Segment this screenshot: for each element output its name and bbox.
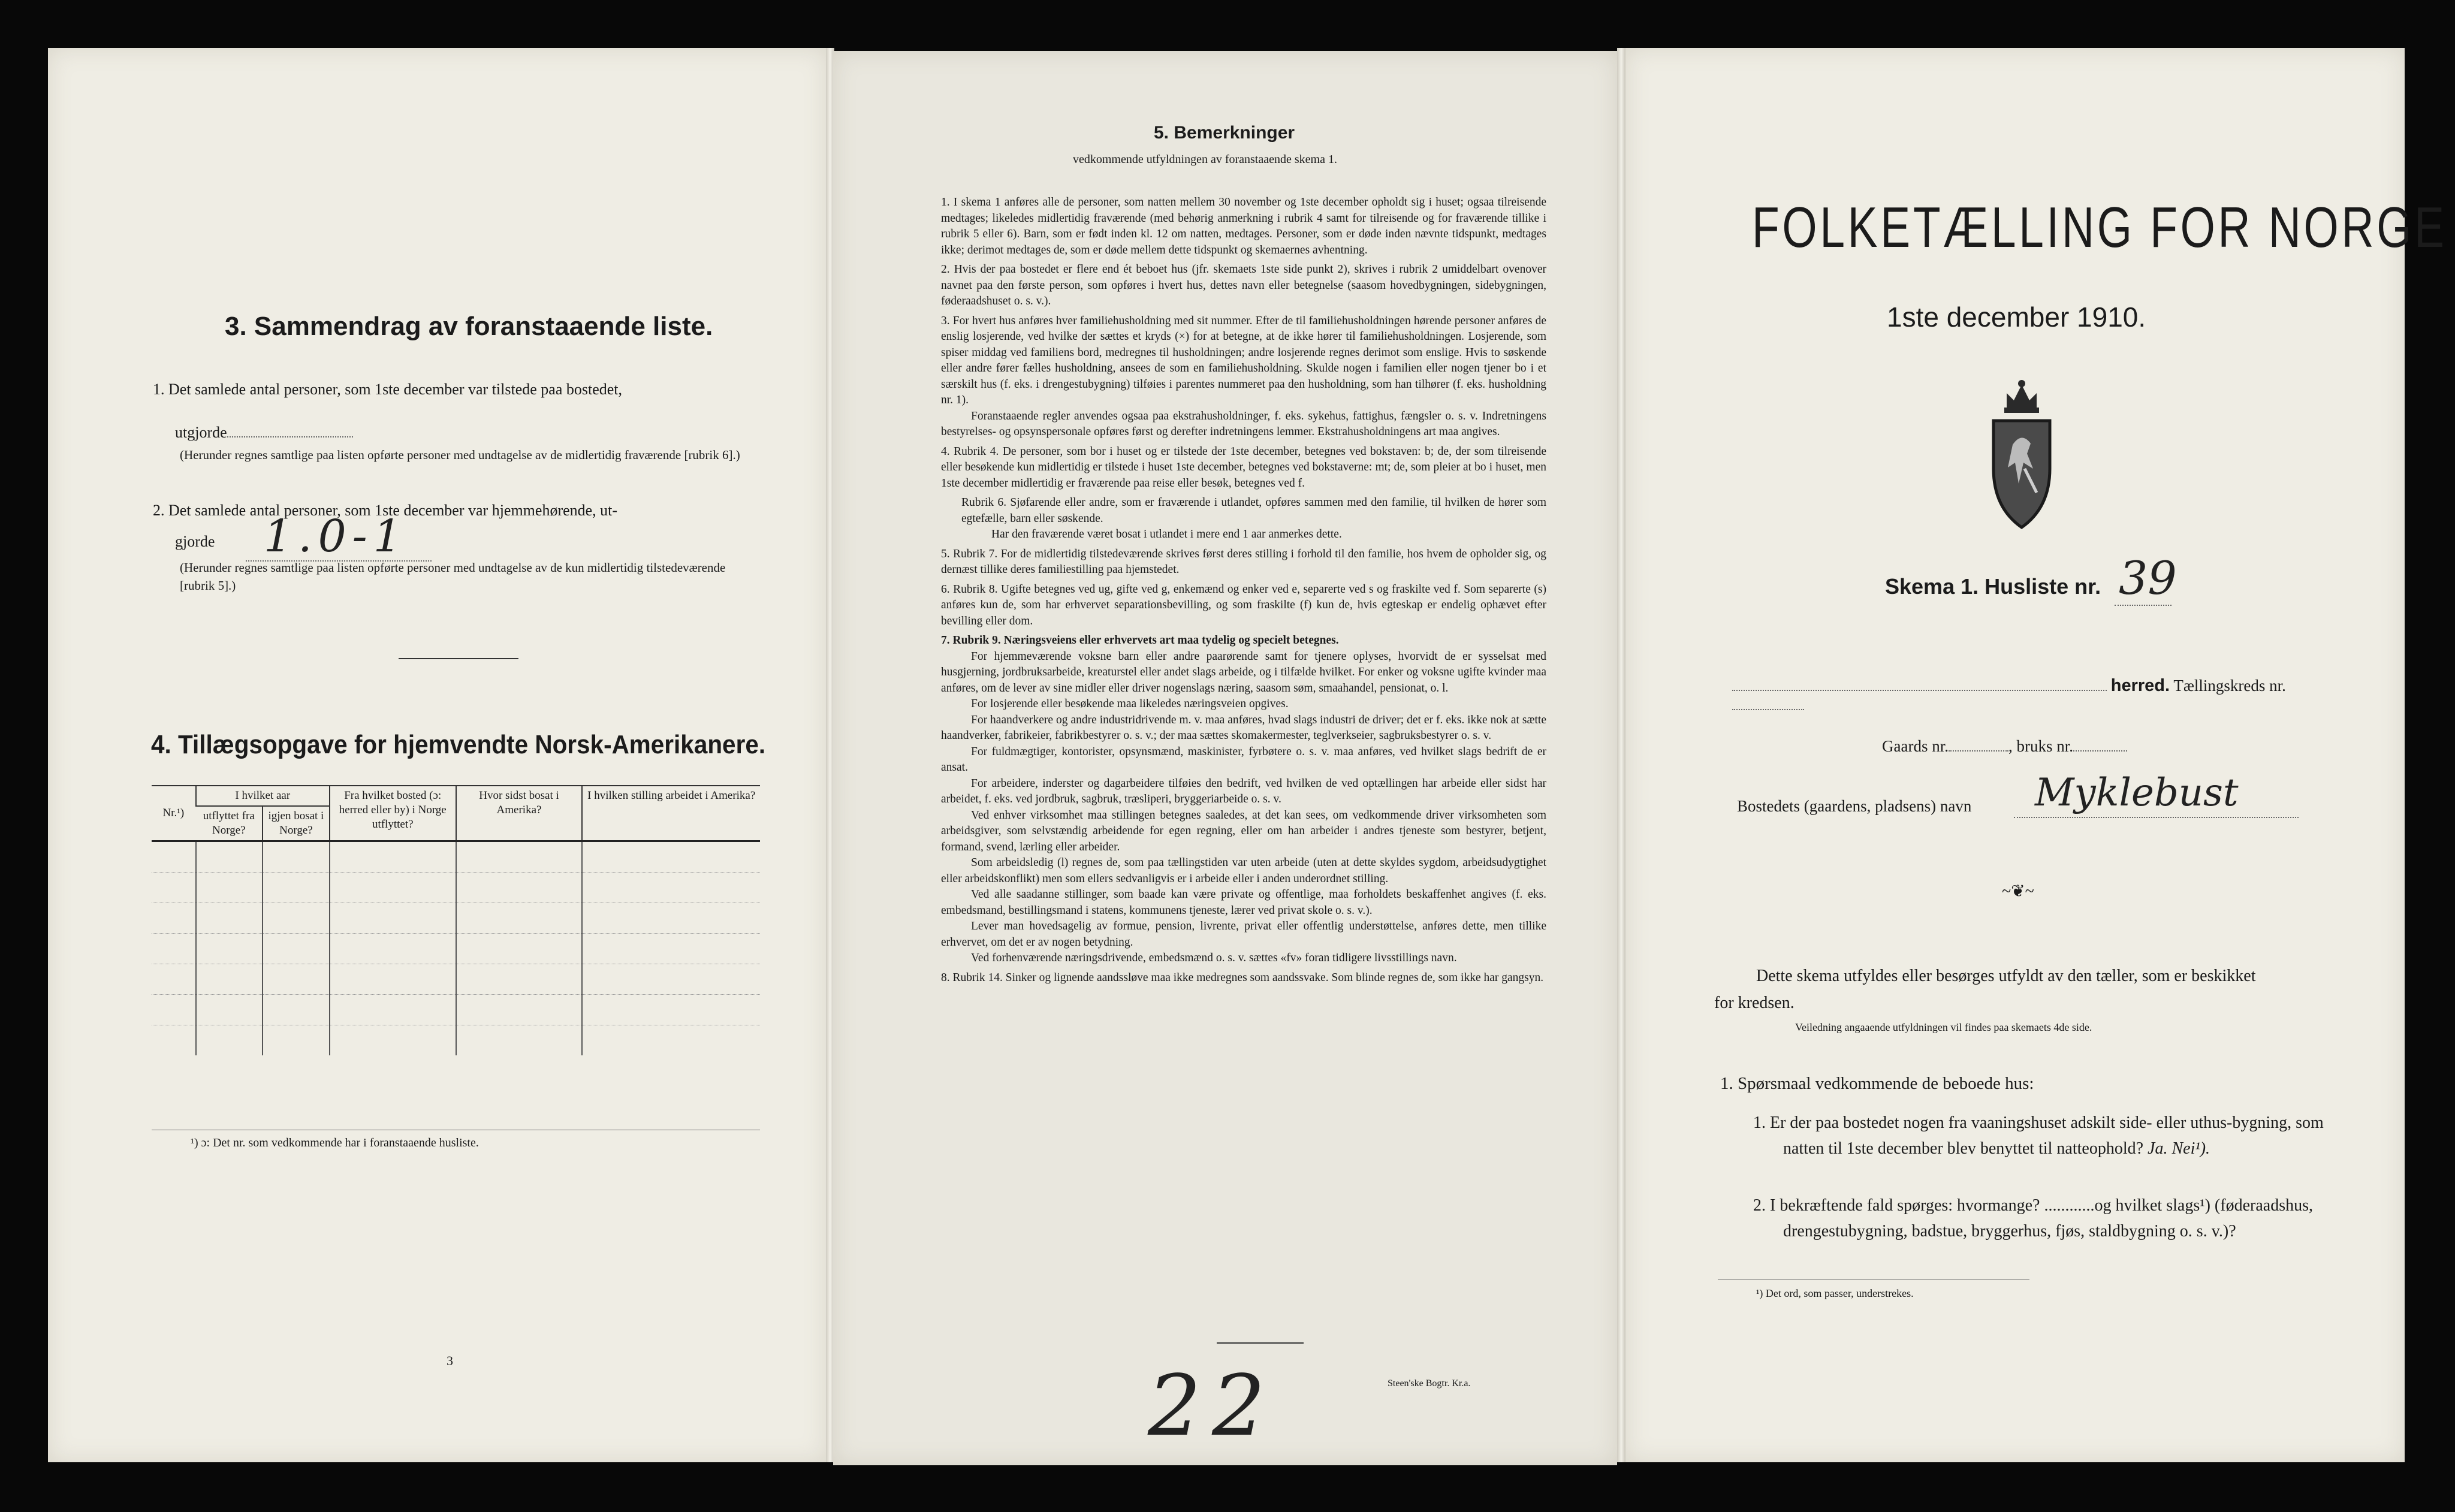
section3-title: 3. Sammendrag av foranstaaende liste. bbox=[225, 312, 713, 341]
page-fold bbox=[1617, 48, 1625, 1462]
kreds-blank bbox=[1732, 709, 1804, 710]
section5-subtitle: vedkommende utfyldningen av foranstaaende skema 1. bbox=[1073, 153, 1337, 166]
questions-heading bbox=[1720, 1074, 2034, 1094]
instructions-text: Dette skema utfyldes eller besørges utfyldt av den tæller, som er beskikket for kredsen. bbox=[1714, 967, 2256, 1012]
bosted-handwritten-value: Myklebust bbox=[2035, 771, 2239, 815]
remark-7i: Lever man hovedsagelig av formue, pension, livrente, privat eller offentlig understøttelse, anføres dette, men tillike erhvervet, om det er av nogen betydning. bbox=[941, 920, 1546, 949]
printer-mark: Steen'ske Bogtr. Kr.a. bbox=[1388, 1378, 1471, 1389]
remark-7h: Ved alle saadanne stillinger, som baade kan være private og offentlige, maa forholdets beskaffenhet angives (f. eks. embedsmand, bestillingsmand i statens, kommunens tjeneste, lærer ved privat skole o. s. v.). bbox=[941, 888, 1546, 917]
remarks-block bbox=[941, 195, 1546, 986]
ornament-icon: ~❦~ bbox=[2002, 882, 2034, 901]
item2-label: gjorde bbox=[175, 533, 215, 550]
remark-8: 8. Rubrik 14. Sinker og lignende aandssløve maa ikke medregnes som aandssvake. Som blinde regnes de, som ikke har gangsyn. bbox=[941, 971, 1544, 984]
bruks-blank bbox=[2073, 750, 2127, 752]
col-amerika-bosat: Hvor sidst bosat i Amerika? bbox=[456, 786, 583, 841]
main-title: FOLKETÆLLING FOR NORGE bbox=[1752, 195, 2447, 259]
col-stilling: I hvilken stilling arbeidet i Amerika? bbox=[582, 786, 760, 841]
remark-4: 4. Rubrik 4. De personer, som bor i huset og er tilstede der 1ste december, betegnes ved bokstaven: b; de, der som tilreisende eller besøkende kun midlertidig er tilstede i huset 1ste december, betegnes ved bokstaverne: mt; de, som pleier at bo i huset, men 1ste december midlertidig er fraværende paa reise eller besøk, betegnes ved f. bbox=[941, 445, 1546, 490]
table-row bbox=[152, 964, 760, 995]
remark-4b: Rubrik 6. Sjøfarende eller andre, som er fraværende i utlandet, opføres sammen med den familie, til hvilken de hører som egtefælle, barn eller søskende. bbox=[961, 496, 1546, 525]
remark-7j: Ved forhenværende næringsdrivende, embedsmænd o. s. v. sættes «fv» foran tidligere livsstillings navn. bbox=[971, 952, 1457, 964]
remark-7d: For fuldmægtiger, kontorister, opsynsmænd, maskinister, fyrbøtere o. s. v. maa anføres, ved hvilket slags bedrift de er ansat. bbox=[941, 745, 1546, 774]
col-group-aar: I hvilket aar bbox=[196, 786, 330, 806]
remark-5: 5. Rubrik 7. For de midlertidig tilstedeværende skrives først deres stilling i forhold til den familie, hos hvem de opholder sig, og dernæst tillike deres familiestilling paa hjemstedet. bbox=[941, 547, 1546, 576]
question-1-answer: Ja. Nei¹). bbox=[2148, 1139, 2210, 1158]
norsk-amerikaner-table bbox=[152, 785, 760, 1055]
item2-note: (Herunder regnes samtlige paa listen opførte personer med undtagelse av de kun midlertidig tilstedeværende [rubrik 5].) bbox=[180, 560, 726, 593]
table-row bbox=[152, 903, 760, 934]
remark-7: 7. Rubrik 9. Næringsveiens eller erhvervets art maa tydelig og specielt betegnes. bbox=[941, 634, 1339, 647]
gaards-blank bbox=[1949, 750, 2008, 752]
handwritten-number: 22 bbox=[1148, 1357, 1277, 1455]
herred-label: herred. bbox=[2110, 676, 2170, 695]
item1-note: (Herunder regnes samtlige paa listen opførte personer med undtagelse av de midlertidig fraværende [rubrik 6].) bbox=[180, 448, 740, 462]
remark-6: 6. Rubrik 8. Ugifte betegnes ved ug, gifte ved g, enkemænd og enker ved e, separerte ved s og fraskilte ved f. Som separerte (s) anføres kun de, som har erhvervet separationsbevilling, og som fraskilte (f) kun de, hvis egteskap er endelig ophævet efter bevilling eller dom. bbox=[941, 583, 1546, 627]
census-date: 1ste december 1910. bbox=[1887, 301, 2146, 333]
remark-7b: For losjerende eller besøkende maa likeledes næringsveien opgives. bbox=[971, 698, 1289, 710]
remark-7e: For arbeidere, inderster og dagarbeidere tilføies den bedrift, ved hvilken de ved optællingen har arbeide eller sidst har arbeidet, f. eks. ved jordbruk, sagbruk, træsliperi, bryggeriarbeide o. s. v. bbox=[941, 777, 1546, 805]
bosted-blank bbox=[2014, 816, 2299, 818]
remark-3b: Foranstaaende regler anvendes ogsaa paa ekstrahusholdninger, f. eks. sykehus, fattighus, fængsler o. s. v. Indretningens bestyrelses- og opsynspersonale opføres først og derefter indretningens lemmer. Ekstrahusholdningens art maa angives. bbox=[941, 409, 1546, 438]
divider bbox=[399, 658, 518, 659]
item1-text: 1. Det samlede antal personer, som 1ste december var tilstede paa bostedet, bbox=[153, 381, 623, 398]
remark-7c: For haandverkere og andre industridrivende m. v. maa anføres, hvad slags industri de driver; det er f. eks. ikke nok at sætte haandverker, fabrikeier, fabrikbestyrer o. s. v.; der maa sættes skomakermester, teglverkseier, sagbruksbestyrer o. s. v. bbox=[941, 713, 1546, 742]
item1-label-text: utgjorde bbox=[175, 424, 227, 441]
table-row bbox=[152, 995, 760, 1025]
question-1-text: 1. Er der paa bostedet nogen fra vaaningshuset adskilt side- eller uthus-bygning, som natten til 1ste december blev benyttet til natteophold? bbox=[1753, 1113, 2324, 1158]
section4-title: 4. Tillægsopgave for hjemvendte Norsk-Amerikanere. bbox=[151, 730, 766, 759]
herred-line bbox=[1732, 676, 2332, 714]
question-1 bbox=[1753, 1110, 2344, 1161]
gaards-label: Gaards nr. bbox=[1882, 737, 1949, 755]
husliste-blank bbox=[2115, 604, 2172, 606]
footnote: ¹) Det ord, som passer, understrekes. bbox=[1756, 1287, 1914, 1299]
item1-blank bbox=[227, 436, 353, 437]
husliste-number: 39 bbox=[2119, 551, 2177, 605]
remark-1: 1. I skema 1 anføres alle de personer, som natten mellem 30 november og 1ste december opholdt sig i huset; ogsaa tilreisende medtages; likeledes midlertidig fraværende (med behørig anmerkning i rubrik 4 samt for tilreisende og for fraværende tillike i rubrik 5 eller 6). Barn, som er født inden kl. 12 om natten, medtages. Personer, som er døde inden nævnte tidspunkt, medtages ikke; derimot medtages de, som er døde mellem dette tidspunkt og skemaernes avhentning. bbox=[941, 196, 1546, 256]
divider bbox=[1217, 1342, 1304, 1344]
gaards-line bbox=[1882, 737, 2127, 756]
remark-7g: Som arbeidsledig (l) regnes de, som paa tællingstiden var uten arbeide (uten at dette skyldes sygdom, arbeidsudygtighet eller arbeidskonflikt) men som ellers sedvanligvis er i arbeide eller i anden underordnet stilling. bbox=[941, 856, 1546, 885]
item1-label bbox=[175, 420, 353, 446]
col-utflyttet: utflyttet fra Norge? bbox=[196, 806, 263, 841]
col-bosted: Fra hvilket bosted (ɔ: herred eller by) i Norge utflyttet? bbox=[330, 786, 456, 841]
remark-2: 2. Hvis der paa bostedet er flere end ét beboet hus (jfr. skemaets 1ste side punkt 2), skrives i rubrik 2 umiddelbart ovenover navnet paa den første person, som opføres i hvert hus, dettes navn eller betegnelse (saasom hovedbygningen, sidebygningen, føderaadshuset o. s. v.). bbox=[941, 263, 1546, 307]
table-row bbox=[152, 1025, 760, 1056]
questions-heading-text: 1. Spørsmaal vedkommende de beboede hus: bbox=[1720, 1074, 2034, 1093]
section5-title: 5. Bemerkninger bbox=[1154, 123, 1295, 143]
table-row bbox=[152, 841, 760, 873]
remark-3: 3. For hvert hus anføres hver familiehusholdning med sit nummer. Efter de til familiehusholdningen hørende personer anføres de enslig losjerende, ved hvilke der sættes et kryds (×) for at betegne, at de ikke hører til familiehusholdningen. Losjerende, som spiser middag ved familiens bord, medregnes til husholdningen; andre losjerende regnes derimot som enslige. Hvis to søskende eller andre fører fælles husholdning, ansees de som en familiehusholdning. Skulde nogen i familien eller nogen tjener bo i et særskilt hus (f. eks. i drengestubygning) tilføies i parentes nummeret paa den husholdning, som han tilhører (f. eks. husholdning nr. 1). bbox=[941, 314, 1546, 406]
herred-blank bbox=[1732, 690, 2107, 691]
item2-handwritten-value: 1.0-1 bbox=[264, 511, 408, 562]
veiledning-text: Veiledning angaaende utfyldningen vil findes paa skemaets 4de side. bbox=[1795, 1021, 2092, 1033]
page-number: 3 bbox=[447, 1353, 453, 1368]
col-bosat: igjen bosat i Norge? bbox=[263, 806, 330, 841]
coat-of-arms-icon bbox=[1989, 379, 2055, 535]
remark-7a: For hjemmeværende voksne barn eller andre paarørende samt for tjenere oplyses, hvorvidt de er sysselsat med husgjerning, jordbruksarbeide, kreaturstel eller andet slags arbeide, og i tilfælde hvilket. For enker og voksne ugifte kvinder maa anføres, om de lever av sine midler eller driver nogenslags næring, saasom søm, smaahandel, pensionat, o. l. bbox=[941, 650, 1546, 695]
kreds-label: Tællingskreds nr. bbox=[2173, 677, 2286, 695]
item2-text: 2. Det samlede antal personer, som 1ste december var hjemmehørende, ut- bbox=[153, 502, 618, 519]
question-2: 2. I bekræftende fald spørges: hvormange? ............og hvilket slags¹) (føderaadshus, drengestubygning, badstue, bryggerhus, fjøs, staldbygning o. s. v.)? bbox=[1753, 1196, 2313, 1241]
table-footnote: ¹) ɔ: Det nr. som vedkommende har i foranstaaende husliste. bbox=[191, 1136, 479, 1149]
bosted-label: Bostedets (gaardens, pladsens) navn bbox=[1737, 797, 1972, 815]
schema-label: Skema 1. Husliste nr. bbox=[1885, 574, 2101, 599]
remark-4c: Har den fraværende været bosat i utlandet i mere end 1 aar anmerkes dette. bbox=[991, 528, 1342, 541]
bruks-label: , bruks nr. bbox=[2008, 737, 2073, 755]
table-row bbox=[152, 934, 760, 964]
col-nr: Nr.¹) bbox=[152, 786, 196, 841]
remark-7f: Ved enhver virksomhet maa stillingen betegnes saaledes, at det kan sees, om vedkommende driver virksomheten som arbeidsgiver, som selvstændig arbeidende for egen regning, eller om han arbeider i andres tjeneste som bestyrer, betjent, formand, svend, lærling eller arbeider. bbox=[941, 808, 1546, 853]
table-row bbox=[152, 873, 760, 903]
